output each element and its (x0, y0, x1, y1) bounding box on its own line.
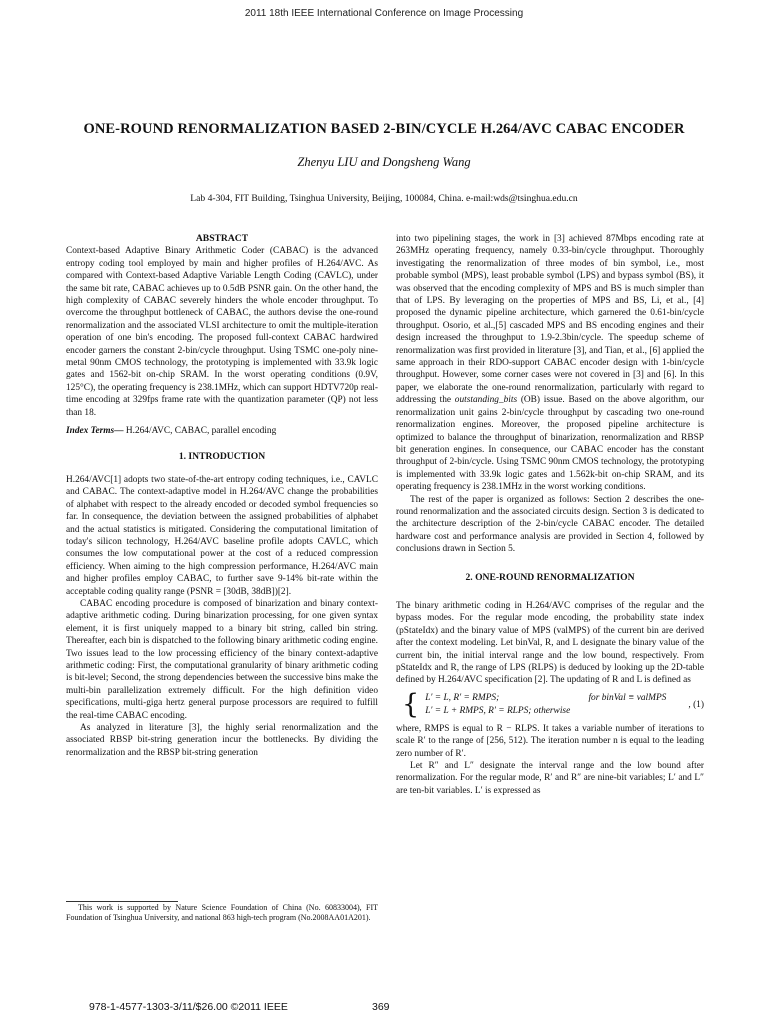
paper-authors: Zhenyu LIU and Dongsheng Wang (297, 155, 471, 169)
abstract-heading: ABSTRACT (195, 233, 249, 244)
equation-1 (402, 690, 704, 720)
right-paragraph-1 (396, 233, 704, 494)
paper-title: ONE-ROUND RENORMALIZATION BASED 2-BIN/CYCLE H.264/AVC CABAC ENCODER (83, 121, 685, 137)
index-terms (66, 425, 378, 437)
page-number: 369 (372, 1001, 390, 1013)
intro-heading: 1. INTRODUCTION (178, 450, 266, 462)
section2-paragraph-2: where, RMPS is equal to R − RLPS. It takes a variable number of iterations to scale R′ to the range of [256, 512). The iteration number n is equal to the leading zero number of R′. (396, 723, 704, 759)
equation-row-1-right: for binVal ≡ valMPS (588, 692, 667, 703)
footnote: This work is supported by Nature Science Foundation of China (No. 60833004), FIT Foundation of Tsinghua University, and national 863 high-tech program (No.2008AA01A201). (66, 903, 378, 923)
intro-paragraph-3: As analyzed in literature [3], the highly serial renormalization and the associated RBSP bit-string generation incur the bottlenecks. By dividing the renormalization and the RBSP bit-string generation (66, 723, 378, 758)
footnote-rule (66, 901, 178, 902)
right-paragraph-1b: (OB) issue. Based on the above algorithm, our renormalization unit gains 2-bin/cycle throughput by cascading two one-round renormalization engines. Moreover, the proposed pipeline architecture is optimized to balance the throughput of binarization, renormalization and RBSP bit generation engines. In consequence, our CABAC encoder has the constant throughput of 2-bin/cycle. Using TSMC 90nm CMOS technology, the prototyping is implemented with 33.9k logic gates and 1.562k-bit on-chip SRAM, and its operating frequency is 238.1MHz in the worst working conditions. (396, 395, 704, 493)
left-column (66, 233, 378, 759)
equation-lines (425, 692, 688, 718)
equation-row-1 (425, 692, 688, 705)
paper-affiliation: Lab 4-304, FIT Building, Tsinghua University, Beijing, 100084, China. e-mail:wds@tsinghua.edu.cn (190, 193, 578, 204)
index-terms-label: Index Terms— (66, 426, 124, 437)
section2-paragraph-3: Let R″ and L″ designate the interval range and the low bound after renormalization. For the regular mode, R′ and R″ are nine-bit variables; L′ and L″ are ten-bit variables. L′ is expressed as (396, 761, 704, 796)
equation-number: , (1) (688, 699, 704, 710)
equation-row-2-left: L′ = L + RMPS, R′ = RLPS; otherwise (425, 705, 571, 716)
section2-heading: 2. ONE-ROUND RENORMALIZATION (465, 571, 635, 583)
outstanding-bits-term: outstanding_bits (454, 395, 518, 406)
conference-header: 2011 18th IEEE International Conference on Image Processing (244, 8, 524, 19)
intro-paragraph-2: CABAC encoding procedure is composed of binarization and binary context-adaptive arithmetic coding. During binarization processing, for one given syntax element, it is first uniquely mapped to a binary bit string, called bin string. Thereafter, each bin is dispatched to the following binary arithmetic coding engine. Two issues lead to the low processing efficiency of the binary context-adaptive arithmetic coding: First, the computational granularity of binary arithmetic coding is bit-level; Second, the strong dependencies between the successive bins make the multi-bin parallelization extremely difficult. For the high definition video specifications, multi-giga hertz general purpose processors are required to fulfill the real-time CABAC encoding. (66, 598, 378, 721)
equation-row-1-left: L′ = L, R′ = RMPS; (425, 692, 500, 703)
right-paragraph-2: The rest of the paper is organized as follows: Section 2 describes the one-round renormalization and the associated circuits design. Section 3 is dedicated to the architecture description of the 2-bin/cycle CABAC encoder. The detailed hardware cost and performance analysis are provided in Section 4, followed by conclusions drawn in Section 5. (396, 494, 704, 555)
equation-row-2 (425, 705, 688, 718)
right-paragraph-1a: into two pipelining stages, the work in [3] achieved 87Mbps encoding rate at 263MHz operating frequency, namely 0.33-bin/cycle throughput. Thoroughly investigating the renormalization of three modes of bin symbol, i.e., most probable symbol (MPS), least probable symbol (LPS) and bypass symbol (BS), it was observed that the encoding complexity of MPS and BS is much simpler than that of LPS. By leveraging on the properties of MPS and BS, Li, et al., [4] proposed the dynamic pipeline architecture, which garnered the 0.61-bin/cycle throughput. Osorio, et al.,[5] cascaded MPS and BS encoding engines and their design increased the throughput to 1.9-2.3bin/cycle. The speedup scheme of renormalization was first provided in literature [3], and Tian, et al., [6] applied the same approach in their RDO-support CABAC encoder design with 1-bin/cycle throughput. However, some corner cases were not covered in [3] and [6]. In this paper, we elaborate the one-round renormalization, particularly with regard to addressing the (396, 234, 704, 406)
right-column (396, 233, 704, 797)
equation-brace: { (402, 689, 420, 721)
index-terms-text: H.264/AVC, CABAC, parallel encoding (123, 426, 277, 437)
intro-paragraph-1: H.264/AVC[1] adopts two state-of-the-art entropy coding techniques, i.e., CAVLC and CABAC. The context-adaptive model in H.264/AVC change the probabilities of alphabet with respect to the already encoded or decoded symbol frequencies so far. In consequence, the deviation between the assigned probabilities of alphabet and the actual statistics is mitigated. Considering the computational limitation of today's silicon technology, H.264/AVC baseline profile adopts CAVLC, which consumes the low computational power at the cost of a reduced compression efficiency. When aiming to the high compression performance, H.264/AVC main and higher profiles employ CABAC, to further save 9-14% bit-rate within the acceptable coding quality range (PSNR = [30dB, 38dB])[2]. (66, 474, 378, 597)
abstract-text: Context-based Adaptive Binary Arithmetic Coder (CABAC) is the advanced entropy coding tool employed by main and higher profiles of H.264/AVC. As compared with Context-based Adaptive Variable Length Coding (CAVLC), under the same bit rate, CABAC achieves up to 0.5dB PSNR gain. On the other hand, the high complexity of CABAC severely hinders the whole encoder throughput. To overcome the throughput bottleneck of CABAC, the authors devise the one-round renormalization and the associated VLSI architecture to omit the multiple-iteration operation of one bin's encoding. The proposed full-context CABAC hardwired encoder garners the constant 2-bin/cycle throughput. Using TSMC one-poly nine-metal 90nm CMOS technology, the prototyping is implemented with 33.9k logic gates and 1562-bit on-chip SRAM. In the worst operating conditions (0.9V, 125°C), the operating frequency is 238.1MHz, which can support HDTV720p real-time encoding at 329fps frame rate with the quantization parameter (QP) not less than 18. (66, 246, 378, 418)
footer-isbn: 978-1-4577-1303-3/11/$26.00 ©2011 IEEE (89, 1001, 288, 1013)
section2-paragraph-1: The binary arithmetic coding in H.264/AVC comprises of the regular and the bypass modes. For the regular mode encoding, the probability state index (pStateIdx) and the binary value of MPS (valMPS) of the current bin are derived after the context modeling. Let binVal, R, and L designate the binary value of the current bin, the initial interval range and the low bound, respectively. From pStateIdx and R, the range of LPS (RLPS) is deduced by looking up the 2D-table defined by H.264/AVC specification [2]. The updating of R and L is defined as (396, 600, 704, 686)
